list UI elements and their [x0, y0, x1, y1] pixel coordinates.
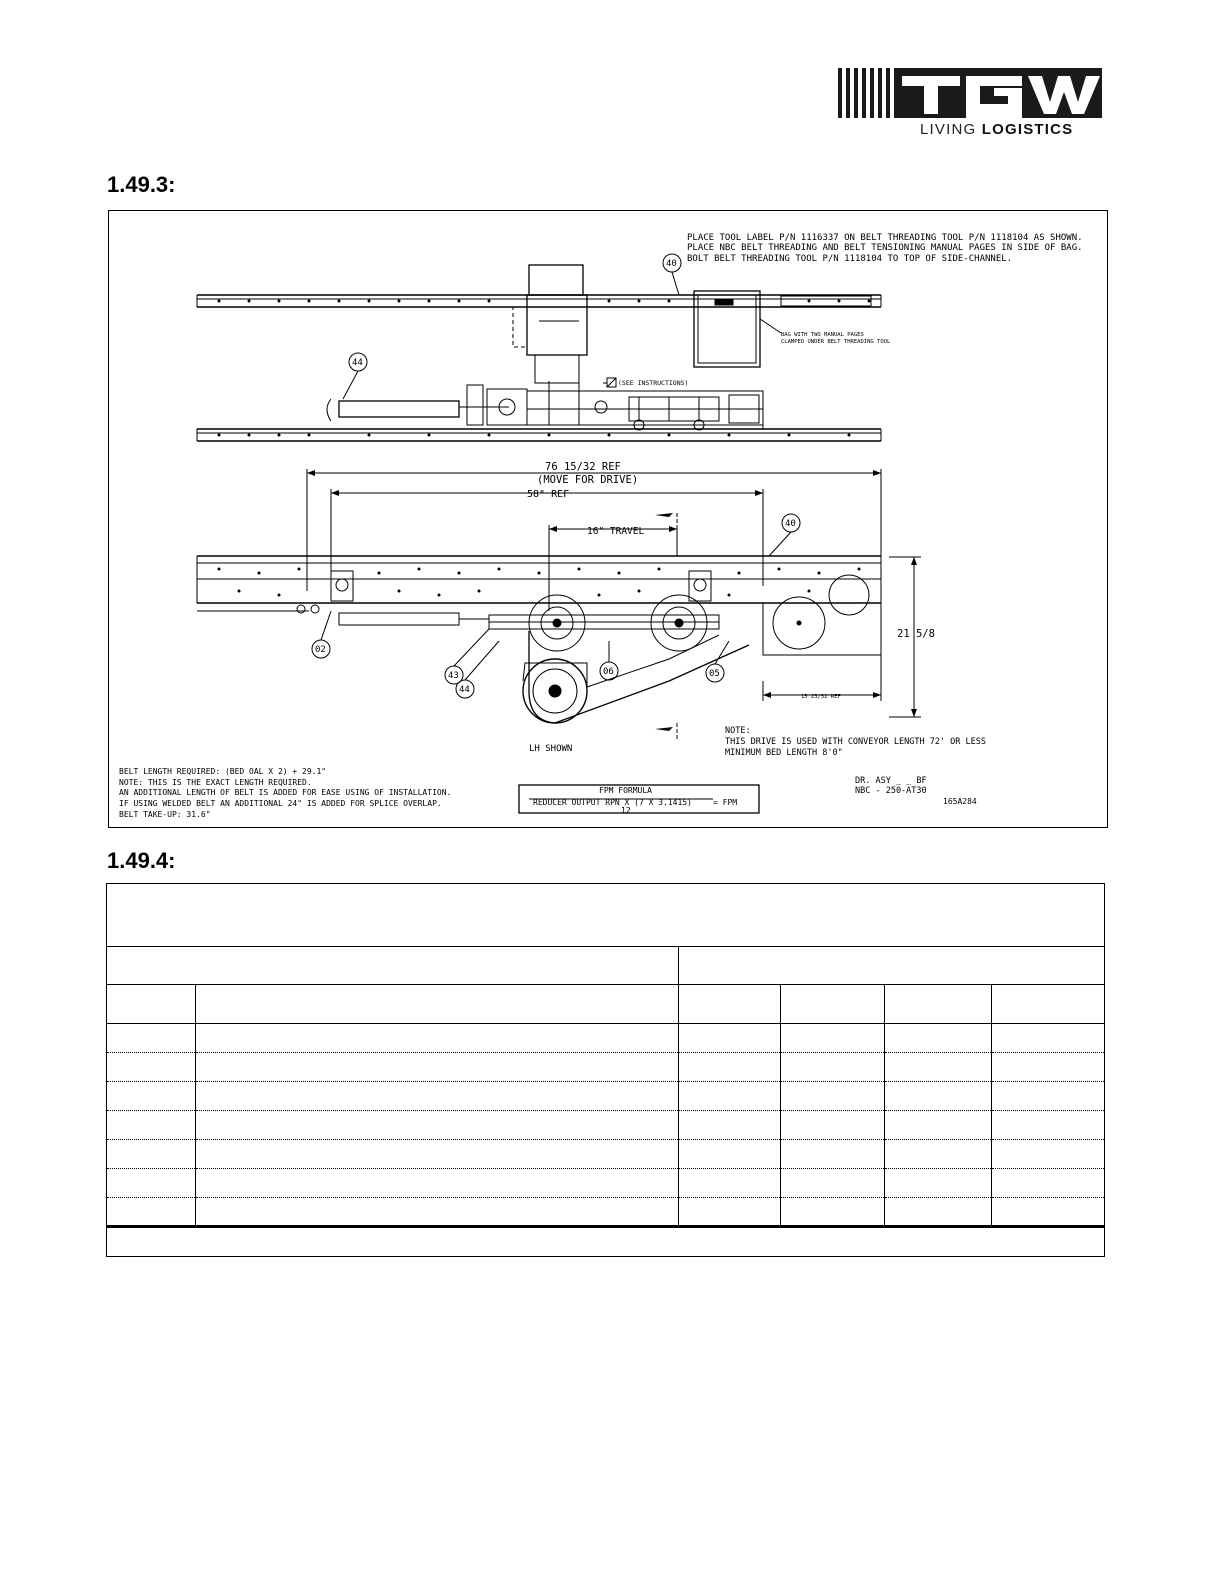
fpm-title: FPM FORMULA — [599, 786, 652, 795]
tgw-logo-mark — [836, 66, 1106, 122]
fpm-denominator: 12 — [621, 806, 631, 815]
balloon-06: 06 — [603, 667, 614, 677]
fpm-suffix: = FPM — [713, 798, 738, 807]
belt-note-3: AN ADDITIONAL LENGTH OF BELT IS ADDED FOR EASE USING OF INSTALLATION. — [119, 788, 452, 797]
header-cell — [196, 985, 679, 1024]
table-row — [107, 1082, 1105, 1111]
dim-height: 21 5/8 — [897, 628, 935, 640]
top-note-1: PLACE TOOL LABEL P/N 1116337 ON BELT THREADING TOOL P/N 1118104 AS SHOWN. — [687, 233, 1083, 243]
table-header-row — [107, 985, 1105, 1024]
note-line-2: THIS DRIVE IS USED WITH CONVEYOR LENGTH 72' OR LESS — [725, 737, 986, 747]
group-cell-left — [107, 947, 679, 985]
group-cell-right — [679, 947, 1105, 985]
table-group-row — [107, 947, 1105, 985]
table-row — [107, 1169, 1105, 1198]
balloon-02: 02 — [315, 645, 326, 655]
table-title-cell — [107, 884, 1105, 947]
top-note-2: PLACE NBC BELT THREADING AND BELT TENSIONING MANUAL PAGES IN SIDE OF BAG. — [687, 243, 1083, 253]
balloon-44-lower: 44 — [459, 685, 470, 695]
table-row — [107, 1024, 1105, 1053]
balloon-05: 05 — [709, 669, 720, 679]
parts-table — [106, 883, 1105, 1257]
belt-note-5: BELT TAKE-UP: 31.6" — [119, 810, 211, 819]
lh-shown: LH SHOWN — [529, 744, 573, 754]
table-row — [107, 1111, 1105, 1140]
conveyor-drive-drawing — [108, 210, 1108, 828]
titleblock-1: DR. ASY _ _ BF — [855, 776, 927, 786]
section-heading-1-49-4: 1.49.4: — [107, 848, 176, 873]
note-line-1: NOTE: — [725, 726, 751, 736]
dim-overall-note: (MOVE FOR DRIVE) — [537, 474, 639, 486]
balloon-40-top: 40 — [666, 259, 677, 269]
note-line-3: MINIMUM BED LENGTH 8'0" — [725, 748, 843, 758]
table-title-row — [107, 884, 1105, 947]
fpm-numerator: REDUCER OUTPUT RPN X (7 X 3.1415) — [533, 798, 692, 807]
header-cell — [679, 985, 781, 1024]
header-cell — [781, 985, 885, 1024]
bag-note-1: BAG WITH TWO MANUAL PAGES — [781, 332, 864, 338]
table-footer-cell — [107, 1227, 1105, 1257]
top-note-3: BOLT BELT THREADING TOOL P/N 1118104 TO TOP OF SIDE-CHANNEL. — [687, 254, 1013, 264]
titleblock-3: 165A284 — [943, 797, 977, 806]
belt-note-2: NOTE: THIS IS THE EXACT LENGTH REQUIRED. — [119, 778, 312, 787]
dim-travel: 16" TRAVEL — [587, 526, 645, 537]
dim-58: 58" REF — [527, 489, 570, 500]
table-footer-row — [107, 1227, 1105, 1257]
balloon-40-lower: 40 — [785, 519, 796, 529]
table-row — [107, 1140, 1105, 1169]
logo-tagline: LIVING LOGISTICS — [920, 121, 1074, 138]
see-instructions: (SEE INSTRUCTIONS) — [618, 379, 689, 387]
header-cell — [885, 985, 992, 1024]
header-cell — [107, 985, 196, 1024]
belt-note-4: IF USING WELDED BELT AN ADDITIONAL 24" IS ADDED FOR SPLICE OVERLAP. — [119, 799, 442, 808]
table-row — [107, 1053, 1105, 1082]
balloon-44-top: 44 — [352, 358, 363, 368]
titleblock-2: NBC - 250-AT30 — [855, 786, 927, 796]
bag-note-2: CLAMPED UNDER BELT THREADING TOOL — [781, 339, 891, 345]
parts-table-container — [106, 883, 1104, 1257]
header-cell — [992, 985, 1105, 1024]
dim-overall: 76 15/32 REF — [545, 461, 621, 473]
drawing-canvas — [109, 211, 1108, 828]
section-heading-1-49-3: 1.49.3: — [107, 172, 176, 197]
belt-note-1: BELT LENGTH REQUIRED: (BED OAL X 2) + 29.1" — [119, 767, 327, 776]
dim-small: 15 23/32 REF — [801, 694, 841, 700]
table-row — [107, 1198, 1105, 1227]
balloon-43: 43 — [448, 671, 459, 681]
